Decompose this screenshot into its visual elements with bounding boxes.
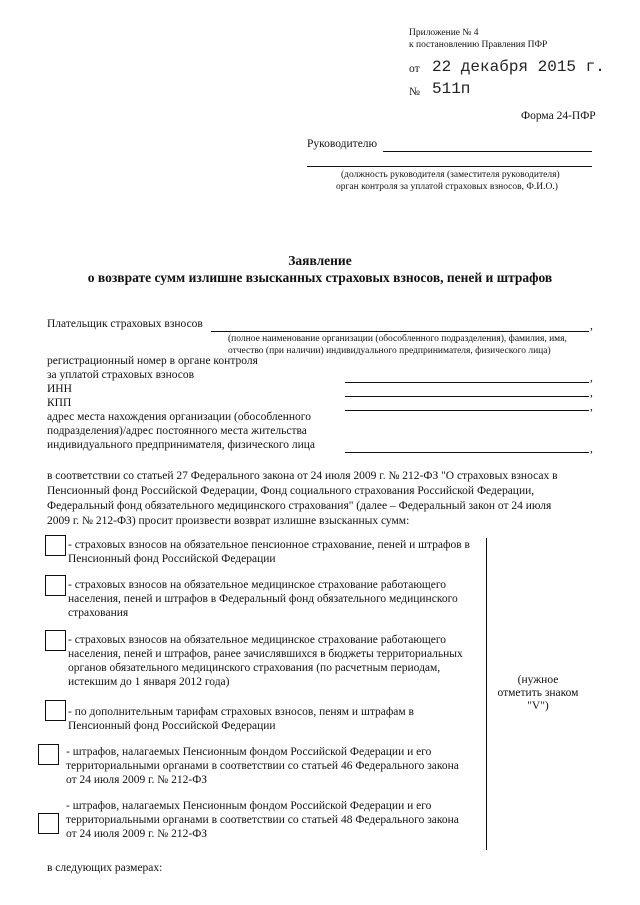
- option-fines-46-checkbox[interactable]: [38, 744, 59, 765]
- option-line: - штрафов, налагаемых Пенсионным фондом Российской Федерации и его: [66, 800, 432, 812]
- option-line: населения, пеней и штрафов в Федеральный фонд обязательного медицинского: [68, 593, 458, 605]
- reg-number-label-1: регистрационный номер в органе контроля: [47, 355, 258, 367]
- option-pension-checkbox[interactable]: [45, 535, 66, 556]
- option-ffoms-checkbox[interactable]: [45, 575, 66, 596]
- address-label-3: индивидуального предпринимателя, физического лица: [47, 439, 316, 451]
- option-line: - штрафов, налагаемых Пенсионным фондом Российской Федерации и его: [66, 746, 432, 758]
- decree-date: 22 декабря 2015 г.: [432, 58, 605, 76]
- appendix-line-2: к постановлению Правления ПФР: [409, 40, 548, 50]
- sizes-label: в следующих размерах:: [47, 862, 163, 874]
- payer-name-line[interactable]: [211, 331, 589, 332]
- side-note: [486, 674, 590, 713]
- payer-label: Плательщик страховых взносов: [47, 318, 203, 330]
- inn-label: ИНН: [47, 383, 72, 395]
- reg-comma: ,: [590, 372, 593, 384]
- side-note-line-1: (нужное: [517, 674, 559, 686]
- option-additional-tariffs-text: [68, 705, 414, 733]
- option-line: - страховых взносов на обязательное медицинское страхование работающего: [68, 634, 447, 646]
- option-fines-48-text: [66, 799, 459, 841]
- intro-line-1: в соответствии со статьей 27 Федерального закона от 24 июля 2009 г. № 212-ФЗ "О страховых взносах в: [47, 470, 558, 482]
- intro-line-2: Пенсионный фонд Российской Федерации, Фонд социального страхования Российской Федерации,: [47, 485, 535, 497]
- document-title: Заявление: [288, 253, 352, 268]
- payer-hint-1: (полное наименование организации (обособленного подразделения), фамилия, имя,: [228, 334, 567, 344]
- address-label-1: адрес места нахождения организации (обособленного: [47, 411, 311, 423]
- recipient-hint-1: (должность руководителя (заместителя руководителя): [341, 170, 560, 180]
- form-name: Форма 24-ПФР: [521, 110, 596, 122]
- reg-number-label-2: за уплатой страховых взносов: [47, 369, 195, 381]
- option-fines-48-checkbox[interactable]: [38, 813, 59, 834]
- intro-line-4: 2009 г. № 212-ФЗ) просит произвести возврат излишне взысканных сумм:: [47, 515, 410, 527]
- option-line: - страховых взносов на обязательное пенсионное страхование, пеней и штрафов в: [68, 539, 470, 551]
- option-line: населения, пеней и штрафов, ранее зачислявшихся в бюджеты территориальных: [68, 648, 463, 660]
- recipient-hint-2: орган контроля за уплатой страховых взносов, Ф.И.О.): [336, 182, 558, 192]
- reg-number-line[interactable]: [345, 382, 589, 383]
- kpp-label: КПП: [47, 397, 72, 409]
- inn-comma: ,: [590, 387, 593, 399]
- side-note-line-2: отметить знаком: [497, 687, 579, 699]
- option-line: от 24 июля 2009 г. № 212-ФЗ: [66, 828, 208, 840]
- option-tfoms-checkbox[interactable]: [45, 630, 66, 651]
- option-fines-46-text: [66, 745, 459, 787]
- date-prefix: от: [409, 63, 420, 75]
- number-prefix: №: [409, 86, 420, 98]
- option-line: истекшим до 1 января 2012 года): [68, 676, 230, 688]
- intro-line-3: Федеральный фонд обязательного медицинского страхования" (далее – Федеральный закон от 24 июля: [47, 500, 552, 512]
- recipient-label: Руководителю: [307, 138, 378, 150]
- option-line: от 24 июля 2009 г. № 212-ФЗ: [66, 774, 208, 786]
- appendix-line-1: Приложение № 4: [409, 28, 479, 38]
- option-pension-text: [68, 538, 470, 566]
- option-line: территориальными органами в соответствии со статьей 46 Федерального закона: [66, 760, 459, 772]
- option-tfoms-text: [68, 633, 463, 689]
- recipient-input-line[interactable]: [383, 151, 592, 152]
- option-line: Пенсионный фонд Российской Федерации: [68, 553, 276, 565]
- kpp-line[interactable]: [345, 410, 589, 411]
- option-line: Пенсионный фонд Российской Федерации: [68, 720, 276, 732]
- option-line: органов обязательного медицинского страхования (по расчетным периодам,: [68, 662, 441, 674]
- option-line: - по дополнительным тарифам страховых взносов, пеням и штрафам в: [68, 706, 414, 718]
- side-note-line-3: "V"): [527, 700, 549, 712]
- intro-paragraph: [47, 469, 589, 529]
- payer-comma: ,: [590, 320, 593, 332]
- address-line[interactable]: [345, 452, 589, 453]
- document-subtitle: о возврате сумм излишне взысканных страховых взносов, пеней и штрафов: [87, 270, 553, 285]
- option-additional-tariffs-checkbox[interactable]: [45, 700, 66, 721]
- address-comma: ,: [590, 443, 593, 455]
- address-label-2: подразделения)/адрес постоянного места жительства: [47, 425, 307, 437]
- option-line: территориальными органами в соответствии со статьей 48 Федерального закона: [66, 814, 459, 826]
- decree-number: 511п: [432, 80, 471, 98]
- kpp-comma: ,: [590, 401, 593, 413]
- recipient-input-line-2[interactable]: [307, 166, 592, 167]
- option-line: страхования: [68, 607, 129, 619]
- option-ffoms-text: [68, 578, 458, 620]
- inn-line[interactable]: [345, 396, 589, 397]
- payer-hint-2: отчество (при наличии) индивидуального предпринимателя, физического лица): [228, 346, 551, 356]
- option-line: - страховых взносов на обязательное медицинское страхование работающего: [68, 579, 447, 591]
